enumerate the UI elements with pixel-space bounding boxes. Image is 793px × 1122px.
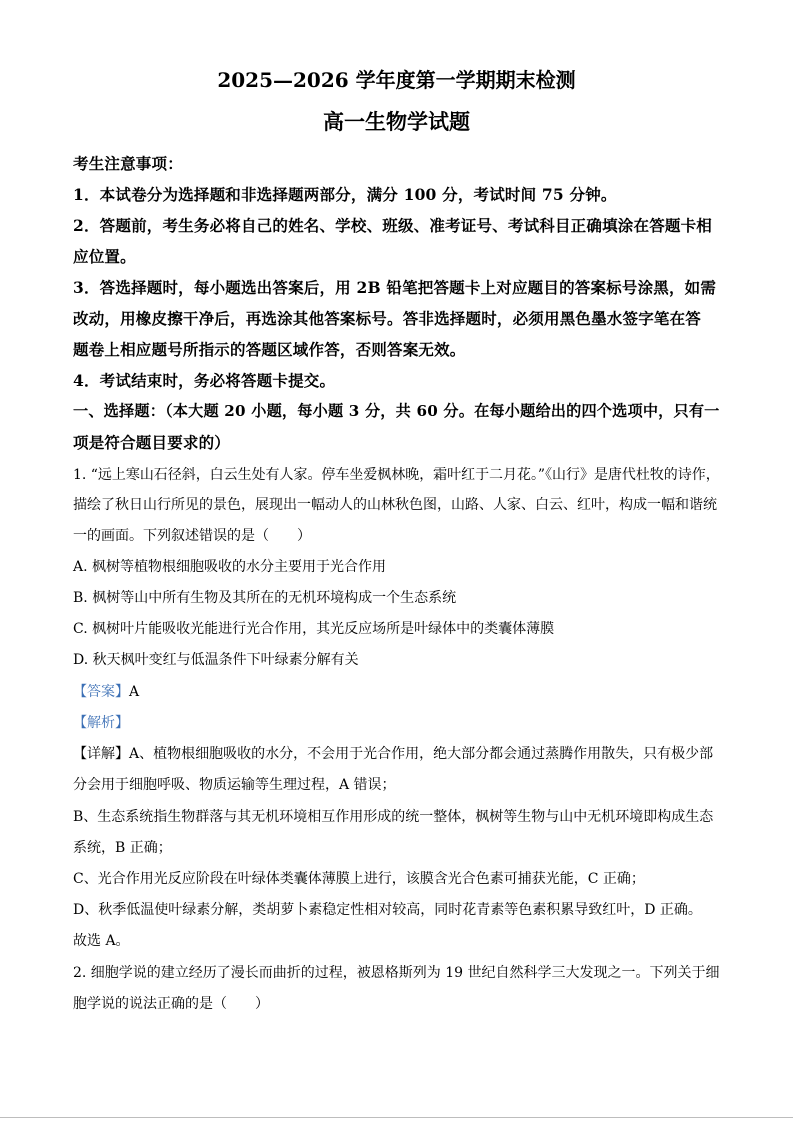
q1-detail-line: 故选 A。: [73, 933, 130, 949]
q2-stem-line: 2. 细胞学说的建立经历了漫长而曲折的过程，被恩格斯列为 19 世纪自然科学三大发现之一。下列关于细: [73, 965, 720, 981]
page-bottom-rule: [0, 1117, 793, 1118]
notice-heading: 考生注意事项：: [73, 154, 183, 173]
section-heading: 一、选择题：（本大题 20 小题，每小题 3 分，共 60 分。在每小题给出的四个选项中，只有一: [73, 402, 720, 420]
notice-line: 3．答选择题时，每小题选出答案后，用 2B 铅笔把答题卡上对应题目的答案标号涂黑，如需: [73, 278, 717, 297]
q1-analysis-label: 【解析】: [73, 715, 129, 731]
notice-line: 4．考试结束时，务必将答题卡提交。: [73, 371, 336, 390]
q1-answer: [73, 681, 139, 701]
q1-detail-line: [73, 743, 713, 763]
q1-detail-line: 系统，B 正确；: [73, 840, 172, 856]
detail-label: 【详解】: [73, 746, 129, 762]
q1-detail-line: D、秋季低温使叶绿素分解，类胡萝卜素稳定性相对较高，同时花青素等色素积累导致红叶，D 正确。: [73, 902, 702, 918]
q1-option-d: D. 秋天枫叶变红与低温条件下叶绿素分解有关: [73, 652, 359, 668]
q1-stem-line: 1. “远上寒山石径斜，白云生处有人家。停车坐爱枫林晚，霜叶红于二月花。”《山行》是唐代杜牧的诗作，: [73, 467, 720, 483]
q1-detail-line: C、光合作用光反应阶段在叶绿体类囊体薄膜上进行，该膜含光合色素可捕获光能，C 正确；: [73, 871, 645, 887]
answer-value: A: [129, 684, 140, 700]
answer-label: 【答案】: [73, 684, 129, 700]
q1-stem-line: 一的画面。下列叙述错误的是（ ）: [73, 528, 311, 544]
q1-stem-line: 描绘了秋日山行所见的景色，展现出一幅动人的山林秋色图，山路、人家、白云、红叶，构成一幅和谐统: [73, 497, 717, 513]
detail-text: A、植物根细胞吸收的水分，不会用于光合作用，绝大部分都会通过蒸腾作用散失，只有极少部: [129, 746, 714, 762]
q1-option-c: C. 枫树叶片能吸收光能进行光合作用，其光反应场所是叶绿体中的类囊体薄膜: [73, 621, 555, 637]
q2-stem-line: 胞学说的说法正确的是（ ）: [73, 996, 269, 1012]
exam-title: 2025—2026 学年度第一学期期末检测: [217, 68, 576, 92]
notice-line: 题卷上相应题号所指示的答题区域作答，否则答案无效。: [73, 340, 466, 359]
notice-line: 2．答题前，考生务必将自己的姓名、学校、班级、准考证号、考试科目正确填涂在答题卡相: [73, 216, 712, 235]
notice-line: 改动，用橡皮擦干净后，再选涂其他答案标号。答非选择题时，必须用黑色墨水签字笔在答: [73, 309, 702, 328]
notice-line: 应位置。: [73, 247, 136, 266]
exam-subtitle: 高一生物学试题: [323, 109, 470, 134]
q1-option-a: A. 枫树等植物根细胞吸收的水分主要用于光合作用: [73, 559, 387, 575]
q1-detail-line: 分会用于细胞呼吸、物质运输等生理过程，A 错误；: [73, 777, 396, 793]
q1-detail-line: B、生态系统指生物群落与其无机环境相互作用形成的统一整体，枫树等生物与山中无机环境即构成生态: [73, 809, 714, 825]
notice-line: 1．本试卷分为选择题和非选择题两部分，满分 100 分，考试时间 75 分钟。: [73, 185, 617, 204]
section-heading-cont: 项是符合题目要求的）: [73, 433, 231, 452]
q1-option-b: B. 枫树等山中所有生物及其所在的无机环境构成一个生态系统: [73, 590, 457, 606]
